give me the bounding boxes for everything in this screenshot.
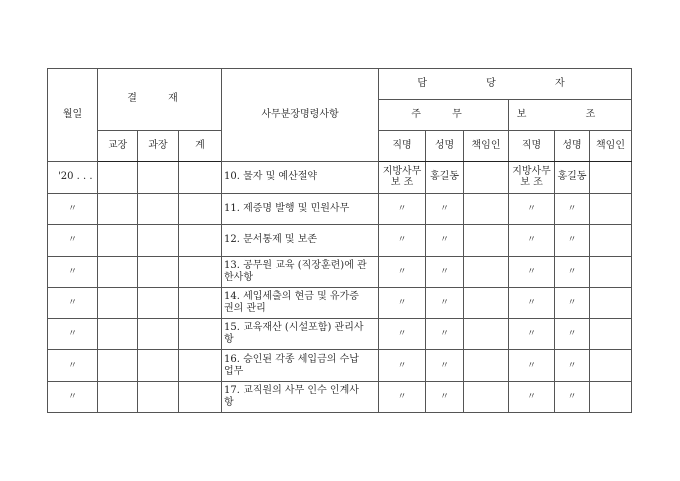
principal-approval-cell[interactable] bbox=[98, 161, 138, 193]
section-chief-approval-cell[interactable] bbox=[138, 381, 179, 412]
assistant-signature-cell[interactable] bbox=[590, 319, 632, 350]
date-cell: '20 . . . bbox=[48, 161, 98, 193]
assistant-title-col-header: 직명 bbox=[509, 130, 555, 161]
primary-name-cell: 〃 bbox=[426, 225, 464, 256]
assistant-name-cell: 홍길동 bbox=[555, 161, 590, 193]
assistant-name-cell: 〃 bbox=[555, 256, 590, 287]
date-cell: 〃 bbox=[48, 225, 98, 256]
task-cell: 10. 물자 및 예산절약 bbox=[222, 161, 379, 193]
assistant-name-cell: 〃 bbox=[555, 381, 590, 412]
task-cell: 17. 교직원의 사무 인수 인계사 항 bbox=[222, 381, 379, 412]
principal-col-header: 교장 bbox=[98, 130, 138, 161]
assistant-name-cell: 〃 bbox=[555, 225, 590, 256]
table-row bbox=[48, 256, 632, 287]
principal-approval-cell[interactable] bbox=[98, 194, 138, 225]
primary-signature-cell[interactable] bbox=[464, 161, 509, 193]
primary-title-cell: 〃 bbox=[379, 194, 426, 225]
primary-name-col-header: 성명 bbox=[426, 130, 464, 161]
assistant-name-cell: 〃 bbox=[555, 350, 590, 381]
primary-name-cell: 〃 bbox=[426, 194, 464, 225]
assistant-signature-cell[interactable] bbox=[590, 194, 632, 225]
primary-header: 주 무 bbox=[379, 100, 509, 130]
assistant-signature-cell[interactable] bbox=[590, 381, 632, 412]
approval-header: 결 재 bbox=[98, 69, 222, 131]
primary-title-cell: 〃 bbox=[379, 287, 426, 318]
date-cell: 〃 bbox=[48, 319, 98, 350]
assistant-title-cell: 〃 bbox=[509, 287, 555, 318]
primary-signature-cell[interactable] bbox=[464, 194, 509, 225]
assistant-title-cell: 지방사무 보 조 bbox=[509, 161, 555, 193]
in-charge-header: 담 당 자 bbox=[379, 69, 632, 100]
assistant-signature-cell[interactable] bbox=[590, 225, 632, 256]
assistant-title-cell: 〃 bbox=[509, 381, 555, 412]
section-chief-approval-cell[interactable] bbox=[138, 161, 179, 193]
clerk-approval-cell[interactable] bbox=[179, 194, 222, 225]
date-col-header: 월일 bbox=[48, 69, 98, 162]
clerk-approval-cell[interactable] bbox=[179, 161, 222, 193]
table-row bbox=[48, 194, 632, 225]
task-assignment-sheet bbox=[47, 68, 631, 413]
section-chief-approval-cell[interactable] bbox=[138, 194, 179, 225]
primary-signature-cell[interactable] bbox=[464, 381, 509, 412]
assistant-signature-cell[interactable] bbox=[590, 287, 632, 318]
primary-signature-cell[interactable] bbox=[464, 350, 509, 381]
table-row bbox=[48, 287, 632, 318]
assistant-title-cell: 〃 bbox=[509, 225, 555, 256]
primary-signature-col-header: 책임인 bbox=[464, 130, 509, 161]
assistant-header: 보 조 bbox=[509, 100, 632, 130]
header-row-1 bbox=[48, 69, 632, 100]
assistant-signature-cell[interactable] bbox=[590, 350, 632, 381]
principal-approval-cell[interactable] bbox=[98, 225, 138, 256]
section-chief-approval-cell[interactable] bbox=[138, 287, 179, 318]
task-assignment-table bbox=[47, 68, 632, 413]
date-cell: 〃 bbox=[48, 194, 98, 225]
assistant-name-cell: 〃 bbox=[555, 287, 590, 318]
task-cell: 16. 승인된 각종 세입금의 수납 업무 bbox=[222, 350, 379, 381]
date-cell: 〃 bbox=[48, 350, 98, 381]
assistant-signature-cell[interactable] bbox=[590, 161, 632, 193]
clerk-approval-cell[interactable] bbox=[179, 381, 222, 412]
date-cell: 〃 bbox=[48, 256, 98, 287]
table-row bbox=[48, 225, 632, 256]
task-cell: 11. 제증명 발행 및 민원사무 bbox=[222, 194, 379, 225]
principal-approval-cell[interactable] bbox=[98, 381, 138, 412]
primary-name-cell: 홍길동 bbox=[426, 161, 464, 193]
section-chief-approval-cell[interactable] bbox=[138, 350, 179, 381]
primary-title-cell: 〃 bbox=[379, 319, 426, 350]
table-row bbox=[48, 319, 632, 350]
principal-approval-cell[interactable] bbox=[98, 319, 138, 350]
clerk-approval-cell[interactable] bbox=[179, 256, 222, 287]
date-cell: 〃 bbox=[48, 381, 98, 412]
primary-signature-cell[interactable] bbox=[464, 256, 509, 287]
primary-signature-cell[interactable] bbox=[464, 319, 509, 350]
primary-title-cell: 〃 bbox=[379, 381, 426, 412]
assistant-signature-col-header: 책임인 bbox=[590, 130, 632, 161]
task-cell: 13. 공무원 교육 (직장훈련)에 관 한사항 bbox=[222, 256, 379, 287]
primary-name-cell: 〃 bbox=[426, 256, 464, 287]
assistant-title-cell: 〃 bbox=[509, 350, 555, 381]
primary-title-col-header: 직명 bbox=[379, 130, 426, 161]
clerk-approval-cell[interactable] bbox=[179, 319, 222, 350]
assistant-title-cell: 〃 bbox=[509, 194, 555, 225]
clerk-approval-cell[interactable] bbox=[179, 287, 222, 318]
section-chief-approval-cell[interactable] bbox=[138, 319, 179, 350]
primary-title-cell: 지방사무 보 조 bbox=[379, 161, 426, 193]
principal-approval-cell[interactable] bbox=[98, 256, 138, 287]
principal-approval-cell[interactable] bbox=[98, 350, 138, 381]
primary-name-cell: 〃 bbox=[426, 381, 464, 412]
clerk-approval-cell[interactable] bbox=[179, 350, 222, 381]
primary-signature-cell[interactable] bbox=[464, 225, 509, 256]
task-cell: 15. 교육재산 (시설포함) 관리사 항 bbox=[222, 319, 379, 350]
assistant-signature-cell[interactable] bbox=[590, 256, 632, 287]
task-cell: 12. 문서통제 및 보존 bbox=[222, 225, 379, 256]
table-row bbox=[48, 161, 632, 193]
assistant-title-cell: 〃 bbox=[509, 256, 555, 287]
task-cell: 14. 세입세출의 현금 및 유가증 권의 관리 bbox=[222, 287, 379, 318]
section-chief-approval-cell[interactable] bbox=[138, 256, 179, 287]
clerk-col-header: 계 bbox=[179, 130, 222, 161]
primary-title-cell: 〃 bbox=[379, 256, 426, 287]
assistant-title-cell: 〃 bbox=[509, 319, 555, 350]
table-row bbox=[48, 381, 632, 412]
date-cell: 〃 bbox=[48, 287, 98, 318]
assistant-name-cell: 〃 bbox=[555, 194, 590, 225]
primary-name-cell: 〃 bbox=[426, 287, 464, 318]
primary-signature-cell[interactable] bbox=[464, 287, 509, 318]
primary-title-cell: 〃 bbox=[379, 225, 426, 256]
table-row bbox=[48, 350, 632, 381]
primary-title-cell: 〃 bbox=[379, 350, 426, 381]
clerk-approval-cell[interactable] bbox=[179, 225, 222, 256]
assistant-name-col-header: 성명 bbox=[555, 130, 590, 161]
section-chief-approval-cell[interactable] bbox=[138, 225, 179, 256]
principal-approval-cell[interactable] bbox=[98, 287, 138, 318]
primary-name-cell: 〃 bbox=[426, 350, 464, 381]
task-col-header: 사무분장명령사항 bbox=[222, 69, 379, 162]
section-chief-col-header: 과장 bbox=[138, 130, 179, 161]
assistant-name-cell: 〃 bbox=[555, 319, 590, 350]
primary-name-cell: 〃 bbox=[426, 319, 464, 350]
